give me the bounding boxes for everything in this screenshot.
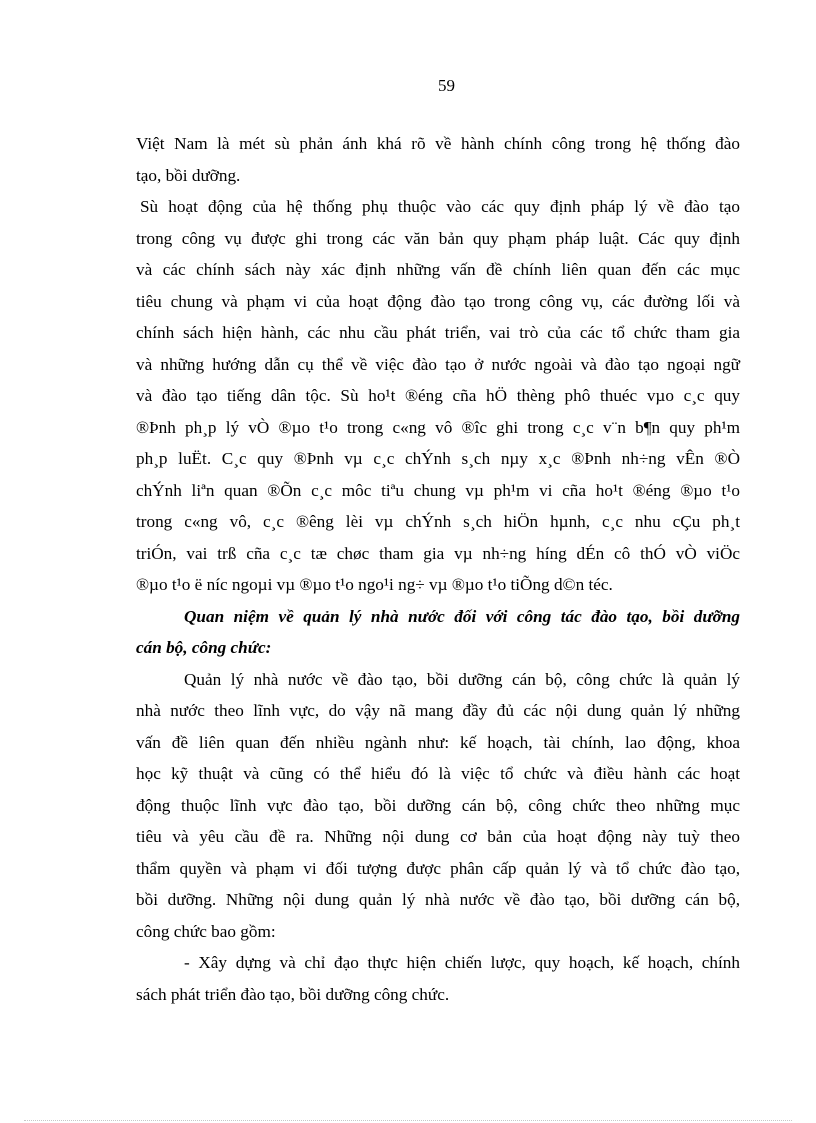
text-line: và các chính sách này xác định những vấn đề chính liên quan đến các mục	[136, 260, 740, 279]
text-line: ®µo t¹o ë níc ngoµi vµ ®µo t¹o ngo¹i ng÷ vµ ®µo t¹o tiÕng d©n téc.	[136, 575, 613, 594]
text-line: học kỹ thuật và cũng có thể hiểu đó là việc tổ chức và điều hành các hoạt	[136, 764, 740, 783]
text-line: thẩm quyền và phạm vi đối tượng được phân cấp quản lý và tổ chức đào tạo,	[136, 858, 740, 878]
text-line: vấn đề liên quan đến nhiều ngành như: kế hoạch, tài chính, lao động, khoa	[136, 732, 740, 752]
text-line: trong c«ng vô, c¸c ®êng lèi vµ chÝnh s¸ch hiÖn hµnh, c¸c nhu cÇu ph¸t	[136, 512, 740, 531]
text-line: nhà nước theo lĩnh vực, do vậy nã mang đầy đủ các nội dung quản lý những	[136, 701, 740, 720]
text-line: chÝnh liªn quan ®Õn c¸c môc tiªu chung vµ ph¹m vi cña ho¹t ®éng ®µo t¹o	[136, 480, 740, 500]
text-line: và những hướng dẫn cụ thể về việc đào tạo ở nước ngoài và đào tạo ngoại ngữ	[136, 354, 740, 374]
text-line: ph¸p luËt. C¸c quy ®Þnh vµ c¸c chÝnh s¸ch nµy x¸c ®Þnh nh÷ng vÊn ®Ò	[136, 449, 740, 468]
page-number: 59	[438, 76, 455, 95]
body-text	[136, 128, 740, 1010]
text-line: trong công vụ được ghi trong các văn bản quy phạm pháp luật. Các quy định	[136, 228, 740, 248]
text-line: triÓn, vai trß cña c¸c tæ chøc tham gia vµ nh÷ng híng dÉn cô thÓ vÒ viÖc	[136, 543, 740, 563]
text-line: công chức bao gồm:	[136, 921, 276, 941]
text-line: bồi dưỡng. Những nội dung quản lý nhà nước về đào tạo, bồi dưỡng cán bộ,	[136, 890, 740, 909]
text-line: tiêu chung và phạm vi của hoạt động đào tạo trong công vụ, các đường lối và	[136, 291, 740, 311]
section-heading-line: cán bộ, công chức:	[136, 638, 272, 657]
text-line: sách phát triển đào tạo, bồi dưỡng công chức.	[136, 984, 450, 1004]
text-line: chính sách hiện hành, các nhu cầu phát triển, vai trò của các tổ chức tham gia	[136, 323, 740, 342]
text-line: Quản lý nhà nước về đào tạo, bồi dưỡng cán bộ, công chức là quản lý	[184, 669, 740, 689]
text-line: Việt Nam là mét sù phản ánh khá rõ về hành chính công trong hệ thống đào	[136, 134, 740, 153]
text-line: Sù hoạt động của hệ thống phụ thuộc vào các quy định pháp lý về đào tạo	[140, 197, 740, 216]
text-line: ®Þnh ph¸p lý vÒ ®µo t¹o trong c«ng vô ®îc ghi trong c¸c v¨n b¶n quy ph¹m	[136, 417, 740, 437]
section-heading-line: Quan niệm về quản lý nhà nước đối với công tác đào tạo, bồi dưỡng	[184, 606, 740, 626]
text-line: - Xây dựng và chỉ đạo thực hiện chiến lược, quy hoạch, kế hoạch, chính	[184, 953, 740, 972]
footer-divider	[24, 1120, 792, 1121]
text-line: động thuộc lĩnh vực đào tạo, bồi dưỡng cán bộ, công chức theo những mục	[136, 795, 740, 815]
text-line: tiêu và yêu cầu đề ra. Những nội dung cơ bản của hoạt động này tuỳ theo	[136, 827, 740, 846]
text-line: tạo, bồi dưỡng.	[136, 165, 241, 185]
text-line: và đào tạo tiếng dân tộc. Sù ho¹t ®éng cña hÖ thèng phô thuéc vµo c¸c quy	[136, 386, 740, 405]
